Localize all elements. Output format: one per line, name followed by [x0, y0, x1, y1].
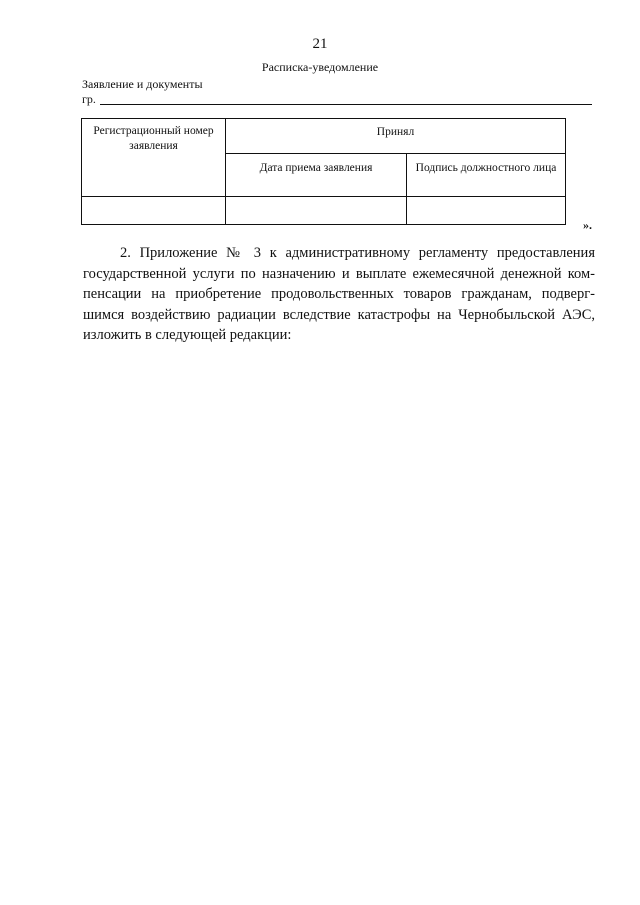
receipt-title: Расписка-уведомление — [261, 60, 379, 74]
docs-label: Заявление и документы — [82, 77, 203, 91]
paragraph-line: шимся воздействию радиации вследствие катастрофы на Чернобыльской АЭС, — [83, 306, 595, 323]
header-reg-number: Регистрационный номер заявления — [82, 119, 226, 197]
paragraph-line: изложить в следующей редакции: — [83, 327, 292, 343]
cell-signature — [407, 197, 566, 225]
closing-quote: ». — [583, 218, 592, 232]
citizen-prefix: гр. — [82, 92, 96, 106]
header-accepted: Принял — [226, 119, 566, 154]
paragraph-line: 2. Приложение № 3 к административному регламенту предоставления — [120, 245, 595, 261]
page-number: 21 — [312, 36, 328, 52]
citizen-line — [82, 92, 592, 108]
cell-reg-number — [82, 197, 226, 225]
cell-date — [226, 197, 407, 225]
header-signature: Подпись должностного лица — [407, 154, 566, 197]
citizen-name-blank — [100, 104, 592, 105]
amendment-paragraph — [83, 243, 595, 346]
header-date: Дата приема заявления — [226, 154, 407, 197]
table-row — [82, 197, 566, 225]
receipt-table — [81, 118, 566, 225]
paragraph-line: государственной услуги по назначению и выплате ежемесячной денежной ком- — [83, 265, 595, 282]
paragraph-line: пенсации на приобретение продовольственных товаров гражданам, подверг- — [83, 286, 595, 302]
